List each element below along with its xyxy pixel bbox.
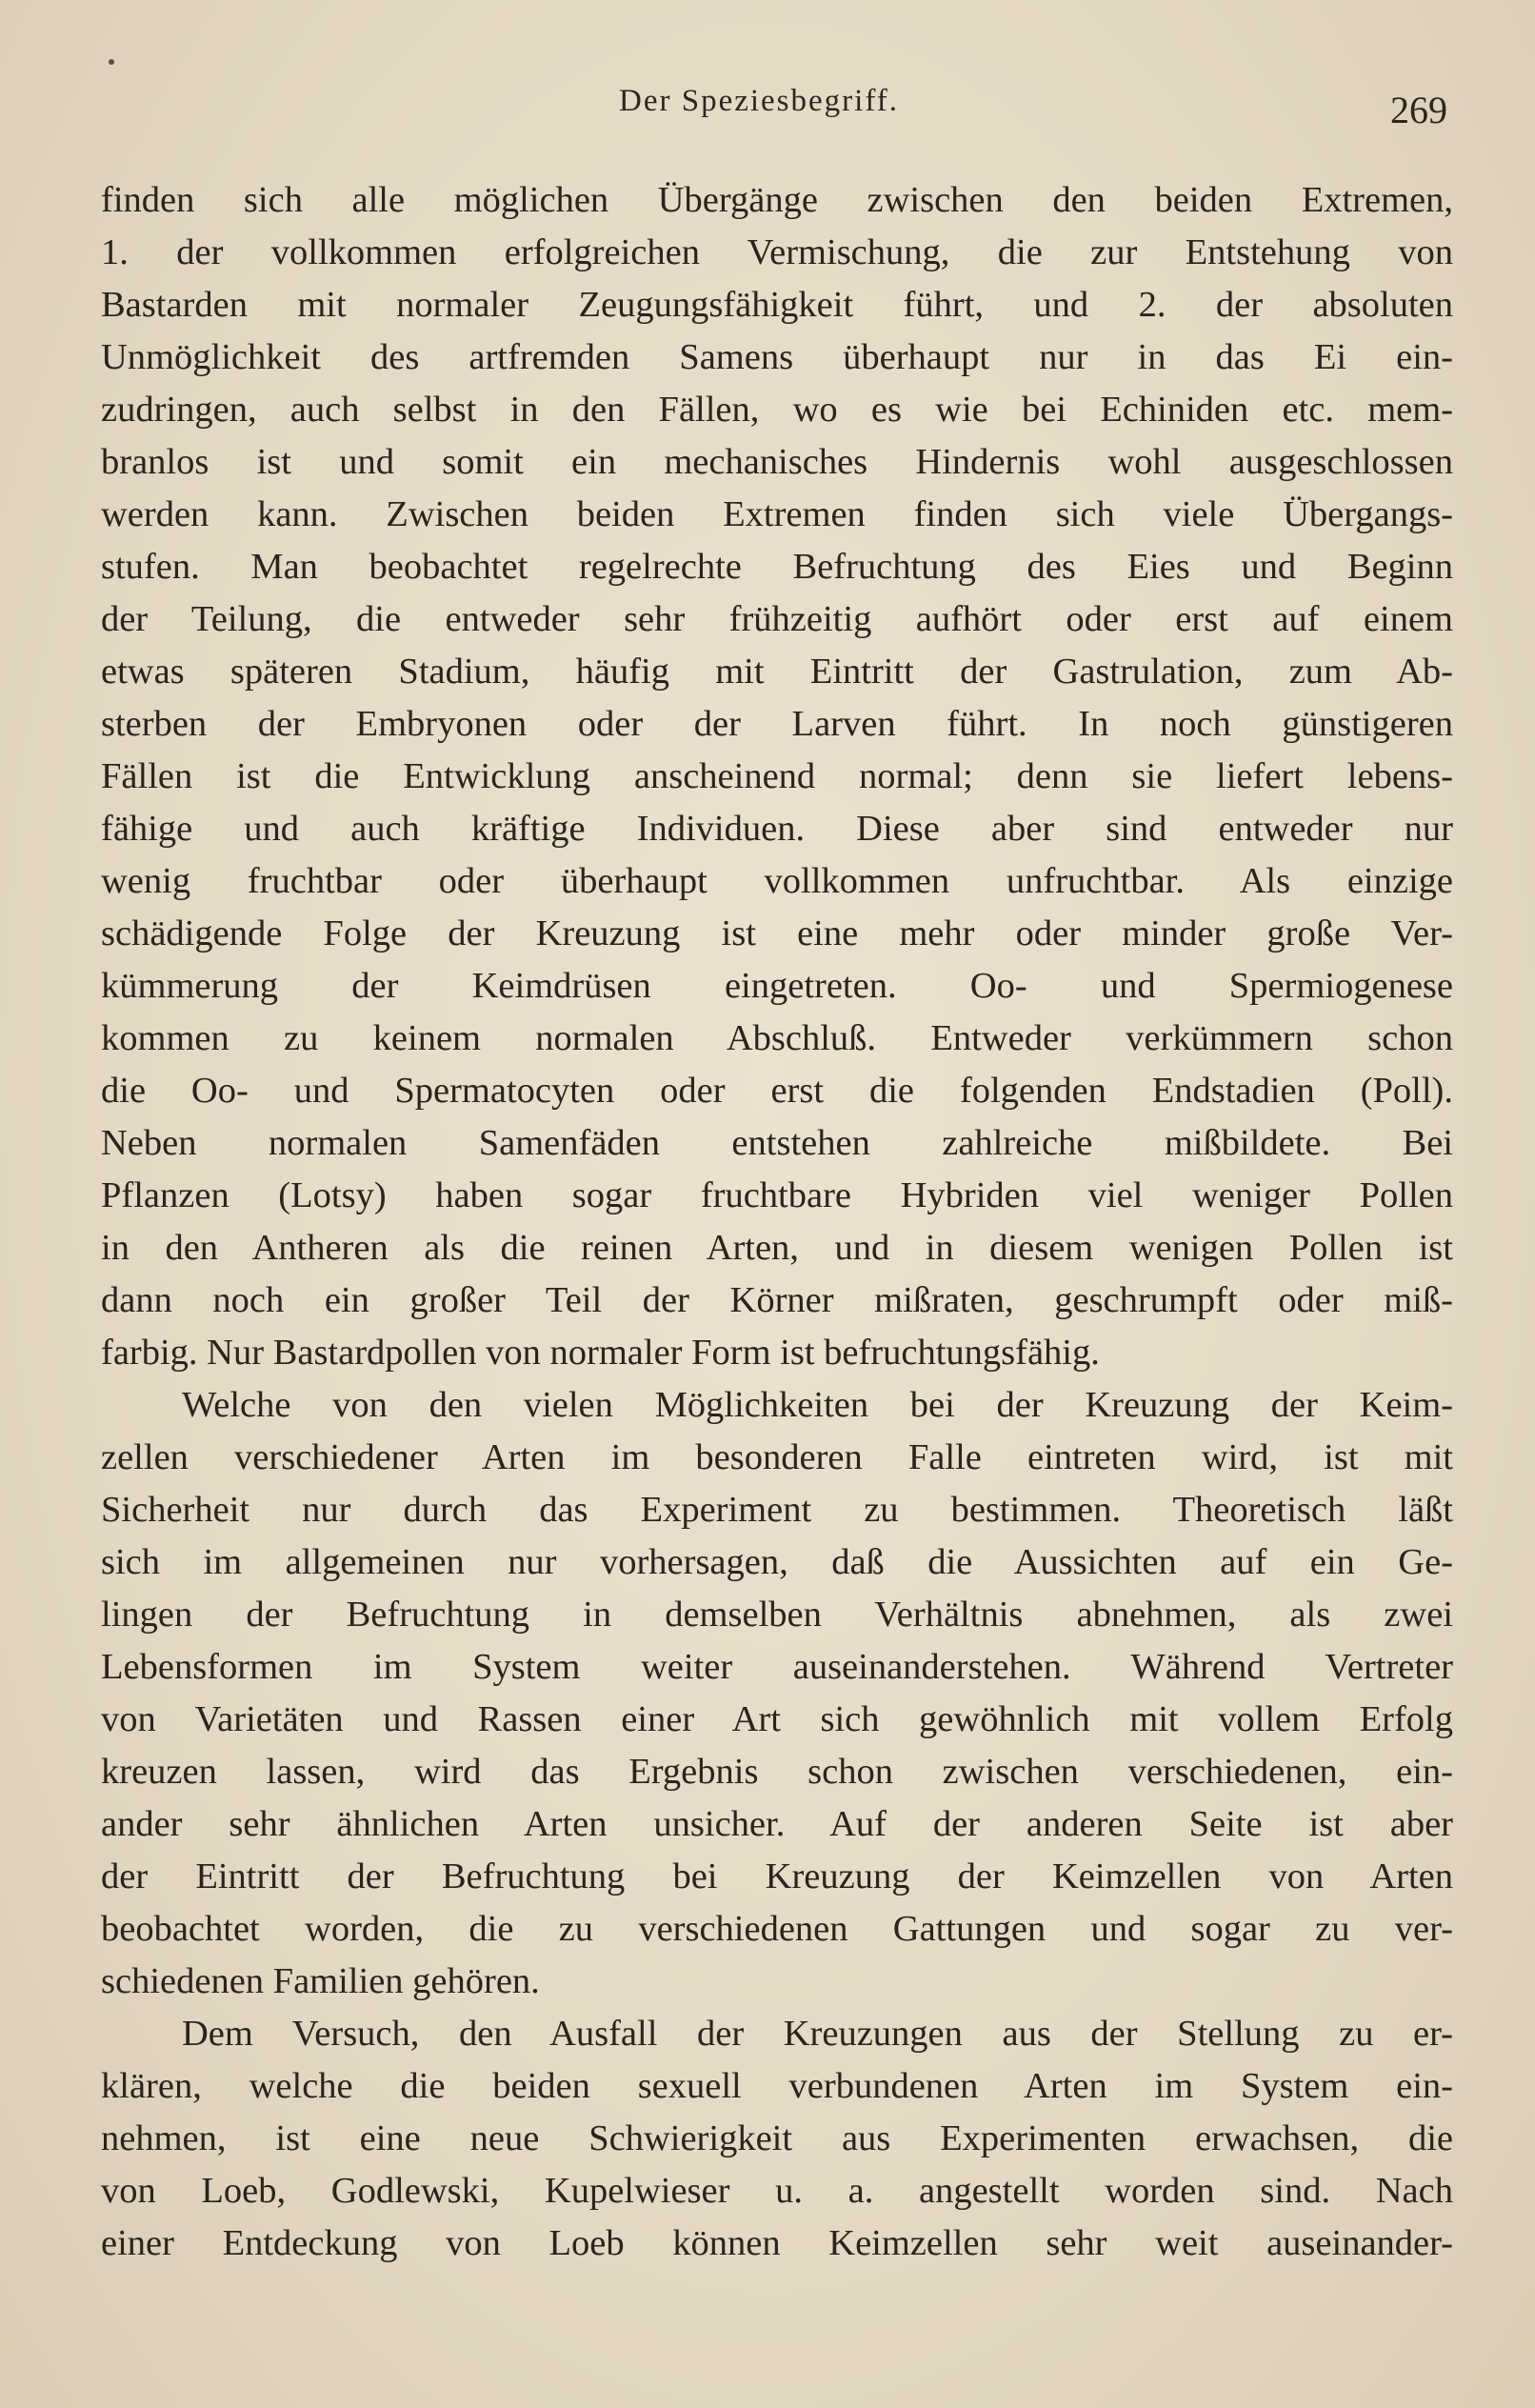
text-line: nehmen, ist eine neue Schwierigkeit aus Experimenten erwachsen, die xyxy=(101,2118,1453,2158)
text-line: etwas späteren Stadium, häufig mit Eintritt der Gastrulation, zum Ab- xyxy=(101,652,1453,692)
text-line: branlos ist und somit ein mechanisches Hindernis wohl ausgeschlossen xyxy=(101,442,1453,482)
text-line: der Eintritt der Befruchtung bei Kreuzung der Keimzellen von Arten xyxy=(101,1856,1453,1896)
text-line: der Teilung, die entweder sehr frühzeitig aufhört oder erst auf einem xyxy=(101,599,1453,639)
ink-speck xyxy=(109,59,114,65)
text-line: kommen zu keinem normalen Abschluß. Entweder verkümmern schon xyxy=(101,1018,1453,1058)
text-line: werden kann. Zwischen beiden Extremen finden sich viele Übergangs- xyxy=(101,494,1453,534)
text-line: zellen verschiedener Arten im besonderen Falle eintreten wird, ist mit xyxy=(101,1437,1453,1477)
text-line: beobachtet worden, die zu verschiedenen Gattungen und sogar zu ver- xyxy=(101,1909,1453,1949)
text-line: kümmerung der Keimdrüsen eingetreten. Oo- und Spermiogenese xyxy=(101,966,1453,1006)
text-line: finden sich alle möglichen Übergänge zwischen den beiden Extremen, xyxy=(101,180,1453,220)
text-line: Unmöglichkeit des artfremden Samens überhaupt nur in das Ei ein- xyxy=(101,337,1453,377)
text-line: ander sehr ähnlichen Arten unsicher. Auf der anderen Seite ist aber xyxy=(101,1804,1453,1844)
body-text xyxy=(101,174,1453,2270)
text-line: Dem Versuch, den Ausfall der Kreuzungen aus der Stellung zu er- xyxy=(182,2014,1453,2054)
text-line: sterben der Embryonen oder der Larven führt. In noch günstigeren xyxy=(101,704,1453,744)
text-line: klären, welche die beiden sexuell verbundenen Arten im System ein- xyxy=(101,2066,1453,2106)
text-line: von Varietäten und Rassen einer Art sich gewöhnlich mit vollem Erfolg xyxy=(101,1699,1453,1739)
text-line: zudringen, auch selbst in den Fällen, wo es wie bei Echiniden etc. mem- xyxy=(101,390,1453,430)
text-line: Fällen ist die Entwicklung anscheinend normal; denn sie liefert lebens- xyxy=(101,756,1453,796)
text-line: dann noch ein großer Teil der Körner mißraten, geschrumpft oder miß- xyxy=(101,1280,1453,1320)
text-line: schiedenen Familien gehören. xyxy=(101,1961,540,2001)
text-line: in den Antheren als die reinen Arten, und in diesem wenigen Pollen ist xyxy=(101,1228,1453,1268)
text-line: kreuzen lassen, wird das Ergebnis schon zwischen verschiedenen, ein- xyxy=(101,1752,1453,1792)
text-line: fähige und auch kräftige Individuen. Diese aber sind entweder nur xyxy=(101,809,1453,849)
text-line: schädigende Folge der Kreuzung ist eine mehr oder minder große Ver- xyxy=(101,913,1453,953)
text-line: Bastarden mit normaler Zeugungsfähigkeit führt, und 2. der absoluten xyxy=(101,285,1453,325)
text-line: Pflanzen (Lotsy) haben sogar fruchtbare Hybriden viel weniger Pollen xyxy=(101,1175,1453,1215)
text-line: einer Entdeckung von Loeb können Keimzellen sehr weit auseinander- xyxy=(101,2223,1453,2263)
text-line: Lebensformen im System weiter auseinanderstehen. Während Vertreter xyxy=(101,1647,1453,1687)
running-title: Der Speziesbegriff. xyxy=(619,84,899,118)
text-line: farbig. Nur Bastardpollen von normaler Form ist befruchtungsfähig. xyxy=(101,1333,1100,1373)
text-line: Neben normalen Samenfäden entstehen zahlreiche mißbildete. Bei xyxy=(101,1123,1453,1163)
text-line: 1. der vollkommen erfolgreichen Vermischung, die zur Entstehung von xyxy=(101,232,1453,272)
text-line: die Oo- und Spermatocyten oder erst die folgenden Endstadien (Poll). xyxy=(101,1071,1453,1111)
text-line: stufen. Man beobachtet regelrechte Befruchtung des Eies und Beginn xyxy=(101,547,1453,587)
text-line: wenig fruchtbar oder überhaupt vollkommen unfruchtbar. Als einzige xyxy=(101,861,1453,901)
text-line: lingen der Befruchtung in demselben Verhältnis abnehmen, als zwei xyxy=(101,1595,1453,1635)
page-header xyxy=(0,0,1535,143)
text-line: Welche von den vielen Möglichkeiten bei der Kreuzung der Keim- xyxy=(182,1385,1453,1425)
text-line: Sicherheit nur durch das Experiment zu bestimmen. Theoretisch läßt xyxy=(101,1490,1453,1530)
text-line: von Loeb, Godlewski, Kupelwieser u. a. angestellt worden sind. Nach xyxy=(101,2171,1453,2211)
text-line: sich im allgemeinen nur vorhersagen, daß die Aussichten auf ein Ge- xyxy=(101,1542,1453,1582)
page-number: 269 xyxy=(1390,89,1447,131)
